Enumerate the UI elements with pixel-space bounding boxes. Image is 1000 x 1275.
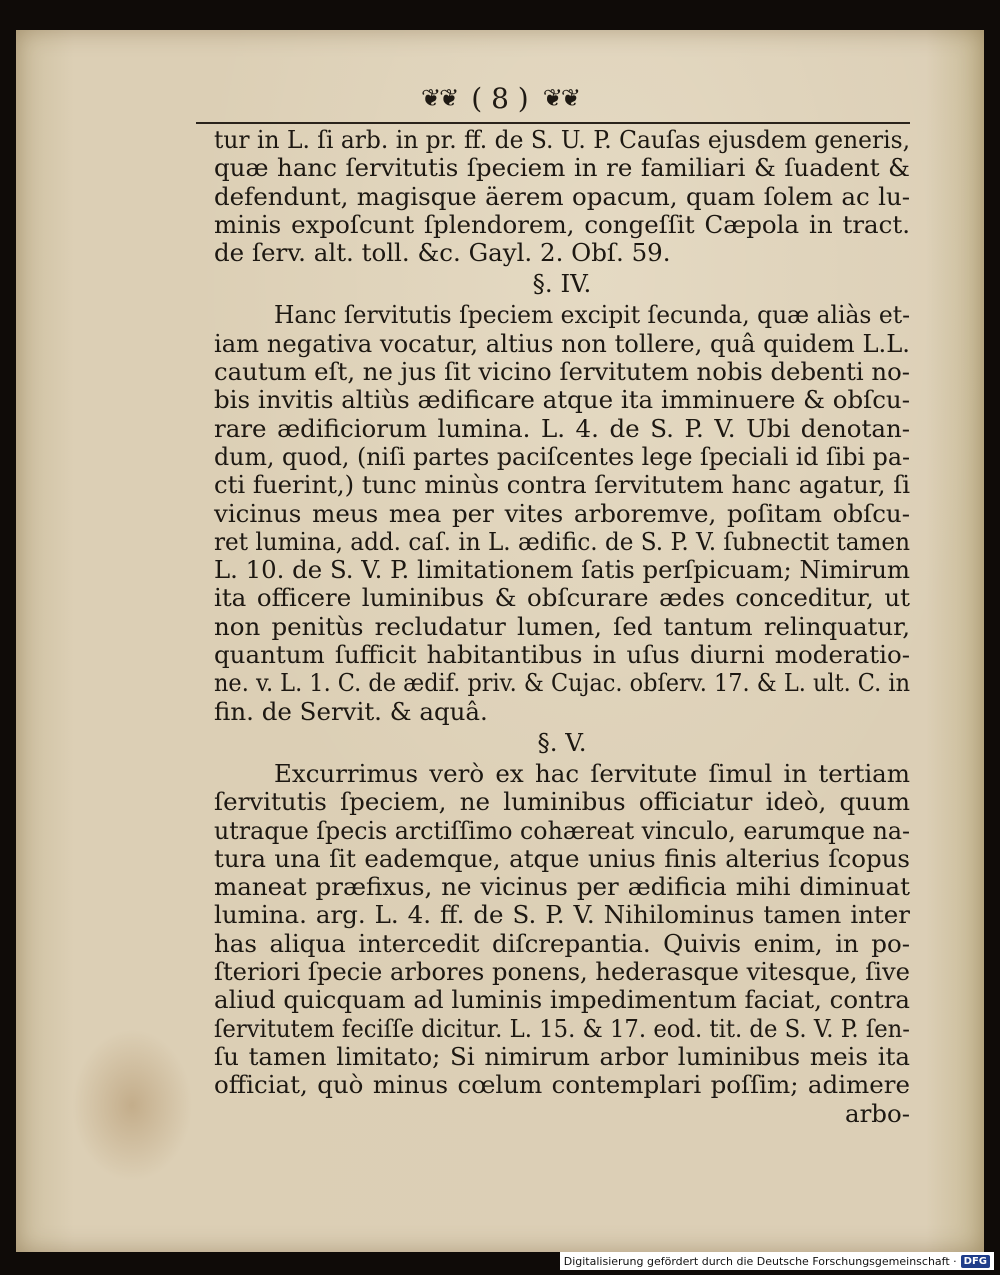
text-line: arbo- bbox=[844, 1098, 910, 1128]
text-line: non penitùs recludatur lumen, ſed tantum relinquatur, bbox=[214, 611, 910, 641]
text-line: vicinus meus mea per vites arboremve, poſitam obſcu- bbox=[214, 498, 910, 528]
text-line: tur in L. ſi arb. in pr. ff. de S. U. P. Cauſas ejusdem generis, bbox=[214, 125, 910, 154]
text-line: officiat, quò minus cœlum contemplari poſſim; adimere bbox=[214, 1070, 910, 1100]
text-line: quantum ſufficit habitantibus in uſus diurni moderatio- bbox=[214, 640, 910, 670]
text-line: Excurrimus verò ex hac ſervitute ſimul in tertiam bbox=[274, 758, 910, 788]
text-line: bis invitis altiùs ædificare atque ita imminuere & obſcu- bbox=[214, 385, 910, 415]
text-line: quæ hanc ſervitutis ſpeciem in re familiari & ſuadent & bbox=[214, 153, 910, 183]
section-heading: §. IV. bbox=[532, 269, 592, 299]
scanned-page bbox=[16, 30, 984, 1252]
text-line: Hanc ſervitutis ſpeciem excipit ſecunda, quæ aliàs et- bbox=[274, 300, 910, 330]
ornament-right: ❦❦ bbox=[542, 84, 579, 112]
ornament-left: ❦❦ bbox=[421, 84, 458, 112]
text-line: ret lumina, add. caſ. in L. ædific. de S. P. V. ſubnectit tamen bbox=[214, 526, 910, 556]
text-line: de ſerv. alt. toll. &c. Gayl. 2. Obſ. 59. bbox=[214, 238, 671, 268]
text-line: iam negativa vocatur, altius non tollere, quâ quidem L.L. bbox=[214, 328, 910, 358]
text-line: ſervitutem feciſſe dicitur. L. 15. & 17. eod. tit. de S. V. P. ſen- bbox=[214, 1013, 910, 1043]
text-line: aliud quicquam ad luminis impedimentum faciat, contra bbox=[214, 985, 910, 1015]
text-line: minis expoſcunt ſplendorem, congeſſit Cæpola in tract. bbox=[214, 209, 910, 239]
text-line: rare ædificiorum lumina. L. 4. de S. P. V. Ubi denotan- bbox=[214, 413, 910, 443]
text-line: defendunt, magisque äerem opacum, quam ſolem ac lu- bbox=[214, 181, 910, 211]
text-line: dum, quod, (niſi partes paciſcentes lege ſpeciali id ſibi pa- bbox=[214, 441, 910, 471]
text-line: lumina. arg. L. 4. ff. de S. P. V. Nihilominus tamen inter bbox=[214, 900, 910, 930]
footer-credit: Digitalisierung gefördert durch die Deutsche Forschungsgemeinschaft · bbox=[563, 1254, 957, 1268]
text-line: ita officere luminibus & obſcurare ædes conceditur, ut bbox=[214, 583, 910, 613]
text-line: ſteriori ſpecie arbores ponens, hederasque vitesque, ſive bbox=[214, 957, 910, 987]
dfg-logo-icon: DFG bbox=[961, 1255, 990, 1268]
text-line: L. 10. de S. V. P. limitationem ſatis perſpicuam; Nimirum bbox=[214, 555, 910, 585]
page-header bbox=[16, 74, 984, 122]
text-line: ſervitutis ſpeciem, ne luminibus officiatur ideò, quum bbox=[214, 787, 910, 817]
text-line: maneat præfixus, ne vicinus per ædificia mihi diminuat bbox=[214, 872, 910, 902]
text-line: fin. de Servit. & aquâ. bbox=[214, 696, 488, 726]
text-line: cti fuerint,) tunc minùs contra ſervitutem hanc agatur, ſi bbox=[214, 470, 910, 500]
digitization-footer bbox=[560, 1252, 994, 1270]
text-line: ne. v. L. 1. C. de ædif. priv. & Cujac. obſerv. 17. & L. ult. C. in bbox=[214, 668, 910, 698]
page-number: ( 8 ) bbox=[471, 81, 529, 115]
text-line: has aliqua intercedit diſcrepantia. Quivis enim, in po- bbox=[214, 928, 910, 958]
text-line: cautum eſt, ne jus ſit vicino ſervitutem nobis debenti no- bbox=[214, 357, 910, 387]
body-text bbox=[214, 126, 910, 1128]
section-heading: §. V. bbox=[537, 727, 587, 757]
text-line: ſu tamen limitato; Si nimirum arbor luminibus meis ita bbox=[214, 1041, 910, 1071]
text-line: utraque ſpecis arctiſſimo cohæreat vinculo, earumque na- bbox=[214, 815, 910, 845]
header-rule bbox=[196, 122, 910, 124]
text-line: tura una ſit eademque, atque unius finis alterius ſcopus bbox=[214, 843, 910, 873]
